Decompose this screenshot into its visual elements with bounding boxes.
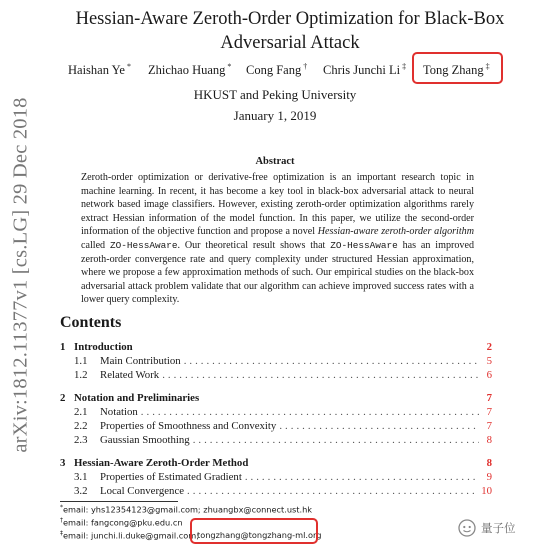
author: Zhichao Huang * (148, 62, 232, 78)
toc-label: Properties of Estimated Gradient (100, 471, 242, 483)
title-line-2: Adversarial Attack (220, 33, 360, 53)
toc-subsection-row[interactable] (60, 434, 492, 448)
algorithm-name: ZO-HessAware (109, 239, 178, 251)
toc-subsection-row[interactable] (60, 369, 492, 383)
toc-page-link[interactable]: 7 (486, 392, 492, 404)
author-highlight-box (412, 52, 503, 84)
toc-label: Notation and Preliminaries (74, 392, 200, 404)
toc-page-link[interactable]: 10 (481, 485, 492, 497)
author: Cong Fang † (246, 62, 308, 78)
toc-page-link[interactable]: 7 (486, 420, 492, 432)
toc-leader (141, 406, 479, 418)
affiliation: HKUST and Peking University (193, 87, 357, 102)
toc-label: Hessian-Aware Zeroth-Order Method (74, 457, 249, 469)
toc-label: Notation (100, 406, 138, 418)
toc-leader (184, 355, 479, 367)
toc-page-link[interactable]: 2 (486, 341, 492, 353)
toc-subsection-row[interactable] (60, 485, 492, 499)
contents-heading: Contents (60, 314, 122, 331)
toc-page-link[interactable]: 6 (486, 369, 492, 381)
toc-number: 3 (60, 457, 66, 469)
abstract-emphasis: Hessian-aware zeroth-order algorithm (317, 226, 474, 238)
footnote-rule (60, 501, 178, 502)
email-highlight-box (190, 518, 318, 544)
author: Tong Zhang ‡ (423, 62, 490, 78)
toc-section-row[interactable] (60, 341, 492, 355)
author: Haishan Ye * (68, 62, 131, 78)
watermark (458, 518, 516, 538)
toc-subsection-row[interactable] (60, 355, 492, 369)
footnote: ‡email: junchi.li.duke@gmail.com; (60, 530, 199, 541)
toc-label: Local Convergence (100, 485, 185, 497)
toc-label: Gaussian Smoothing (100, 434, 190, 446)
toc-page-link[interactable]: 9 (486, 471, 492, 483)
toc-number: 2.1 (74, 406, 88, 418)
toc-leader (245, 471, 479, 483)
abstract-heading: Abstract (255, 156, 295, 167)
toc-section-row[interactable] (60, 457, 492, 471)
footnote-email-link[interactable]: tongzhang@tongzhang-ml.org (197, 530, 322, 540)
author: Chris Junchi Li ‡ (323, 62, 407, 78)
toc-page-link[interactable]: 8 (486, 434, 492, 446)
toc-page-link[interactable]: 7 (486, 406, 492, 418)
watermark-text: 量子位 (481, 521, 516, 535)
algorithm-name: ZO-HessAware (330, 239, 398, 251)
toc-number: 2.2 (74, 420, 88, 432)
toc-subsection-row[interactable] (60, 420, 492, 434)
footnote: †email: fangcong@pku.edu.cn (60, 517, 183, 528)
toc-leader (162, 369, 479, 381)
watermark-logo-icon (458, 519, 476, 537)
paper-title (60, 7, 520, 55)
toc-number: 3.1 (74, 471, 88, 483)
toc-label: Introduction (74, 341, 133, 353)
toc-number: 2 (60, 392, 66, 404)
toc-number: 2.3 (74, 434, 88, 446)
toc-leader (187, 485, 478, 497)
toc-section-row[interactable] (60, 392, 492, 406)
toc-number: 1 (60, 341, 66, 353)
toc-page-link[interactable]: 5 (486, 355, 492, 367)
toc-subsection-row[interactable] (60, 471, 492, 485)
toc-number: 1.2 (74, 369, 88, 381)
toc-label: Related Work (100, 369, 160, 381)
toc-leader (193, 434, 479, 446)
arxiv-side-stamp (6, 95, 36, 455)
toc-label: Main Contribution (100, 355, 181, 367)
paper-date: January 1, 2019 (233, 108, 317, 123)
toc-label: Properties of Smoothness and Convexity (100, 420, 277, 432)
toc-leader (279, 420, 479, 432)
toc-subsection-row[interactable] (60, 406, 492, 420)
footnote: *email: yhs12354123@gmail.com; zhuangbx@connect.ust.hk (60, 504, 313, 515)
toc-number: 1.1 (74, 355, 88, 367)
arxiv-stamp-text: arXiv:1812.11377v1 [cs.LG] 29 Dec 2018 (9, 97, 32, 453)
title-line-1: Hessian-Aware Zeroth-Order Optimization for Black-Box (75, 9, 505, 29)
toc-number: 3.2 (74, 485, 88, 497)
toc-page-link[interactable]: 8 (486, 457, 492, 469)
abstract-body: Zeroth-order optimization or derivative-free optimization is an important research topic in machine learning. In recent, it has become a key tool in black-box adversarial attack to neural network based image classifiers. However, existing zeroth-order optimization algorithms rarely extract Hessian information of the model function. In this paper, we utilize the second-order information of the objective function and propose a novel Hessian-aware zeroth-order algorithm called ZO-HessAware. Our theoretical result shows that ZO-HessAware has an improved zeroth-order convergence rate and query complexity under structured Hessian approximation, where we propose a few approximation methods of such. Our empirical studies on the black-box adversarial attack problem validate that our algorithm can achieve improved success rates with a lower query complexity. (81, 172, 474, 306)
